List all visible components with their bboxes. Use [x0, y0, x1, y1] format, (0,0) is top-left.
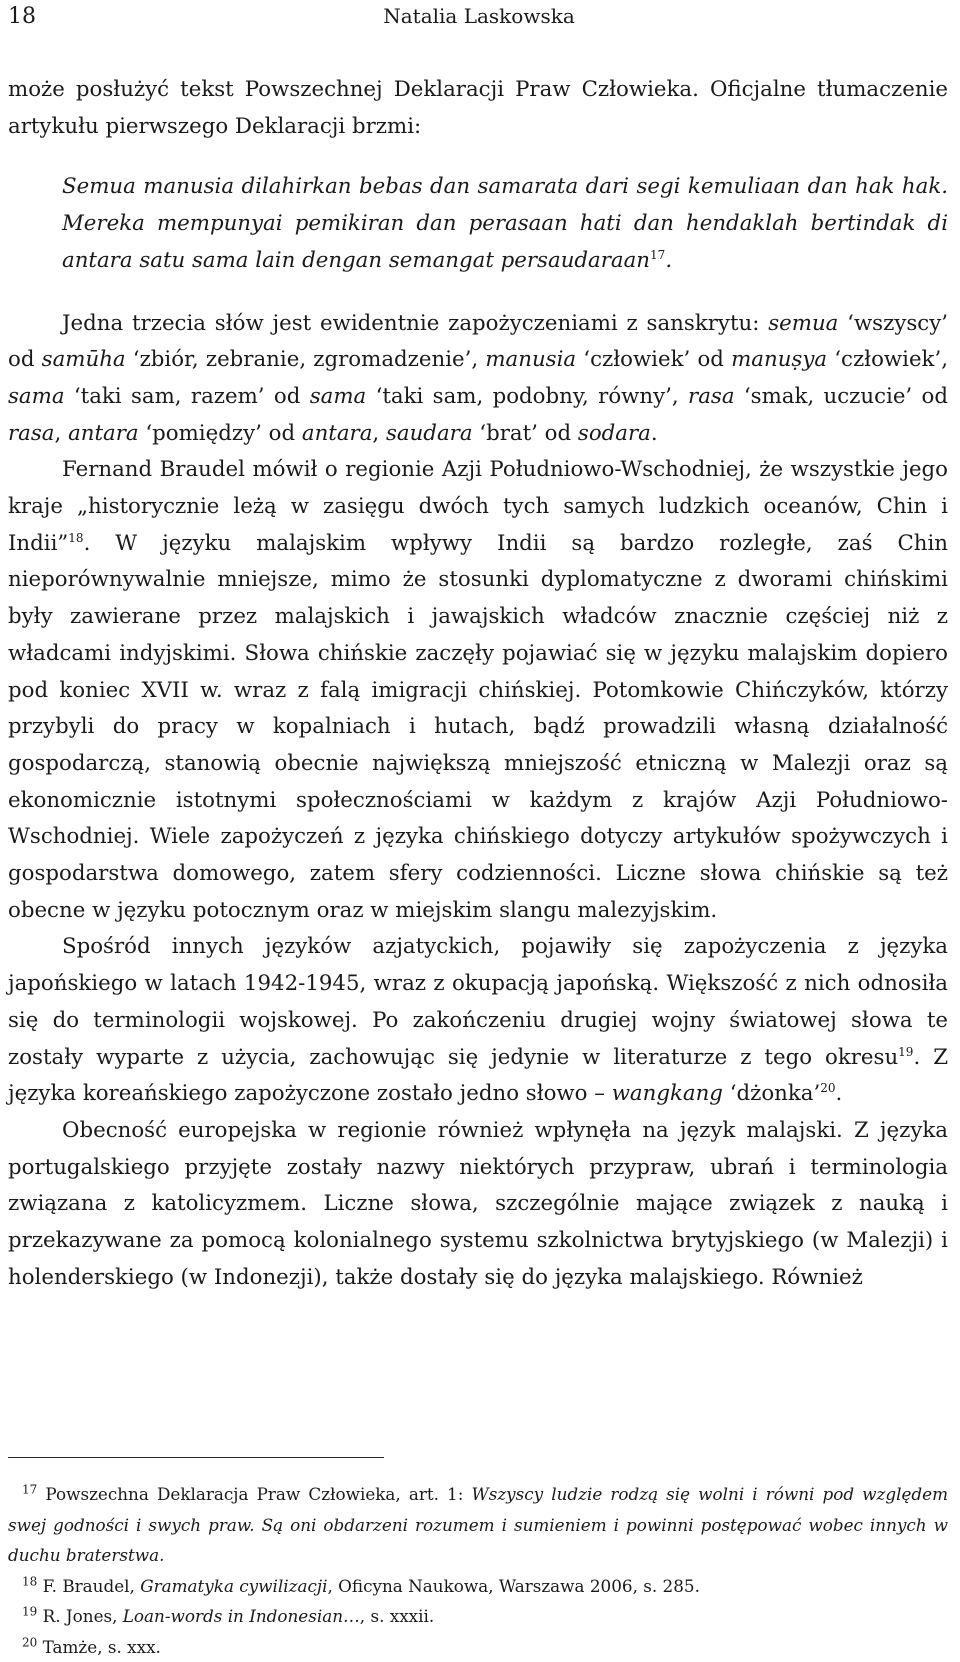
body-text	[8, 72, 948, 1297]
term: antara	[68, 421, 139, 446]
text-span: R. Jones,	[43, 1606, 123, 1626]
book-title: Loan-words in Indonesian…	[123, 1606, 360, 1626]
paragraph-2	[8, 306, 948, 453]
text-span: ‘taki sam, razem’ od	[65, 384, 310, 409]
footnote-number: 17	[22, 1482, 37, 1496]
text-span: . W języku malajskim wpływy Indii są bardzo rozległe, zaś Chin nieporównywalnie mniejsze, mimo że stosunki dyplomatyczne z dworami chińskimi były zawierane przez malajskich i jawajskich władców znacznie częściej niż z władcami indyjskimi. Słowa chińskie zaczęły pojawiać się w języku malajskim dopiero pod koniec XVII w. wraz z falą imigracji chińskiej. Potomkowie Chińczyków, którzy przybyli do pracy w kopalniach i hutach, bądź prowadzili własną działalność gospodarczą, stanowią obecnie największą mniejszość etniczną w Malezji oraz są ekonomicznie istotnymi społecznościami w każdym z krajów Azji Południowo-Wschodniej. Wiele zapożyczeń z języka chińskiego dotyczy artykułów spożywczych i gospodarstwa domowego, zatem sfery codzienności. Liczne słowa chińskie są też obecne w języku potocznym oraz w miejskim slangu malezyjskim.	[8, 531, 948, 923]
footnote-number: 18	[22, 1574, 37, 1588]
text-span: Spośród innych języków azjatyckich, pojawiły się zapożyczenia z języka japońskiego w latach 1942-1945, wraz z okupacją japońską. Większość z nich odnosiła się do terminologii wojskowej. Po zakończeniu drugiej wojny światowej słowa te zostały wyparte z użycia, zachowując się jedynie w literaturze z tego okresu	[8, 934, 948, 1069]
quoted-text: Wszyscy ludzie rodzą się wolni i równi pod względem swej godności i swych praw. Są oni obdarzeni rozumem i sumieniem i powinni postępować wobec innych w duchu braterstwa.	[8, 1484, 948, 1565]
term: saudara	[386, 421, 473, 446]
paragraph-5: Obecność europejska w regionie również wpłynęła na język malajski. Z języka portugalskiego przyjęte zostały nazwy niektórych przypraw, ubrań i terminologia związana z katolicyzmem. Liczne słowa, szczególnie mające związek z nauką i przekazywane za pomocą kolonialnego systemu szkolnictwa brytyjskiego (w Malezji) i holenderskiego (w Indonezji), także dostały się do języka malajskiego. Również	[8, 1113, 948, 1297]
footnotes	[8, 1479, 948, 1662]
footnote-ref: 20	[820, 1081, 835, 1095]
paragraph-3	[8, 452, 948, 929]
text-span: ,	[55, 421, 69, 446]
text-span: F. Braudel,	[43, 1576, 141, 1596]
block-quote: Semua manusia dilahirkan bebas dan samarata dari segi kemuliaan dan hak hak. Mereka mempunyai pemikiran dan perasaan hati dan hendaklah bertindak di antara satu sama lain dengan semangat persaudaraan$^{17}$.	[62, 169, 948, 279]
footnote-20	[8, 1632, 948, 1662]
text-span: ‘smak, uczucie’ od	[735, 384, 948, 409]
text-span: ‘pomiędzy’ od	[139, 421, 302, 446]
running-head: Natalia Laskowska	[8, 4, 950, 28]
text-span: .	[836, 1081, 843, 1106]
term: semua	[768, 311, 838, 336]
page-number: 18	[8, 4, 36, 29]
term: manusia	[485, 347, 576, 372]
text-span: ‘człowiek’ od	[576, 347, 731, 372]
footnote-number: 20	[22, 1635, 37, 1649]
quote-text: Semua manusia dilahirkan bebas dan samarata dari segi kemuliaan dan hak hak. Mereka mempunyai pemikiran dan perasaan hati dan hendaklah bertindak di antara satu sama lain dengan semangat persaudaraan	[62, 174, 948, 272]
term: rasa	[688, 384, 735, 409]
text-span: . Z języka koreańskiego zapożyczone zostało jedno słowo –	[8, 1045, 948, 1107]
text-span: Fernand Braudel mówił o regionie Azji Południowo-Wschodniej, że wszystkie jego kraje „historycznie leżą w zasięgu dwóch tych samych ludzkich oceanów, Chin i Indii”	[8, 457, 948, 555]
footnote-divider	[8, 1457, 384, 1458]
footnote-ref: 18	[68, 531, 83, 545]
text-span: .	[651, 421, 658, 446]
text-span: Jedna trzecia słów jest ewidentnie zapożyczeniami z sanskrytu:	[62, 311, 768, 336]
paragraph-1: może posłużyć tekst Powszechnej Deklaracji Praw Człowieka. Oficjalne tłumaczenie artykułu pierwszego Deklaracji brzmi:	[8, 72, 948, 145]
text-span: ‘brat’ od	[473, 421, 578, 446]
term: manuṣya	[731, 347, 827, 372]
page-header	[8, 4, 950, 32]
text-span: , Oficyna Naukowa, Warszawa 2006, s. 285.	[327, 1576, 699, 1596]
text-span: Powszechna Deklaracja Praw Człowieka, art. 1:	[45, 1484, 471, 1504]
paragraph-4	[8, 929, 948, 1113]
term: sama	[310, 384, 367, 409]
footnote-ref: 19	[898, 1044, 913, 1058]
text-span: ,	[372, 421, 386, 446]
term: sama	[8, 384, 65, 409]
footnote-number: 19	[22, 1604, 37, 1618]
term: samūha	[42, 347, 126, 372]
text-span: ‘wszyscy’ od	[8, 311, 948, 373]
term: wangkang	[612, 1081, 723, 1106]
footnote-17	[8, 1479, 948, 1571]
term: rasa	[8, 421, 55, 446]
footnote-19	[8, 1601, 948, 1632]
text-span: ‘dżonka’	[723, 1081, 820, 1106]
text-span: ‘taki sam, podobny, równy’,	[366, 384, 688, 409]
text-span: , s. xxxii.	[360, 1606, 434, 1626]
term: antara	[302, 421, 373, 446]
text-span: ‘człowiek’,	[827, 347, 948, 372]
footnote-ref: 17	[650, 248, 665, 262]
term: sodara	[578, 421, 651, 446]
text-span: ‘zbiór, zebranie, zgromadzenie’,	[126, 347, 486, 372]
text-span: Tamże, s. xxx.	[43, 1637, 161, 1657]
book-title: Gramatyka cywilizacji	[140, 1576, 327, 1596]
